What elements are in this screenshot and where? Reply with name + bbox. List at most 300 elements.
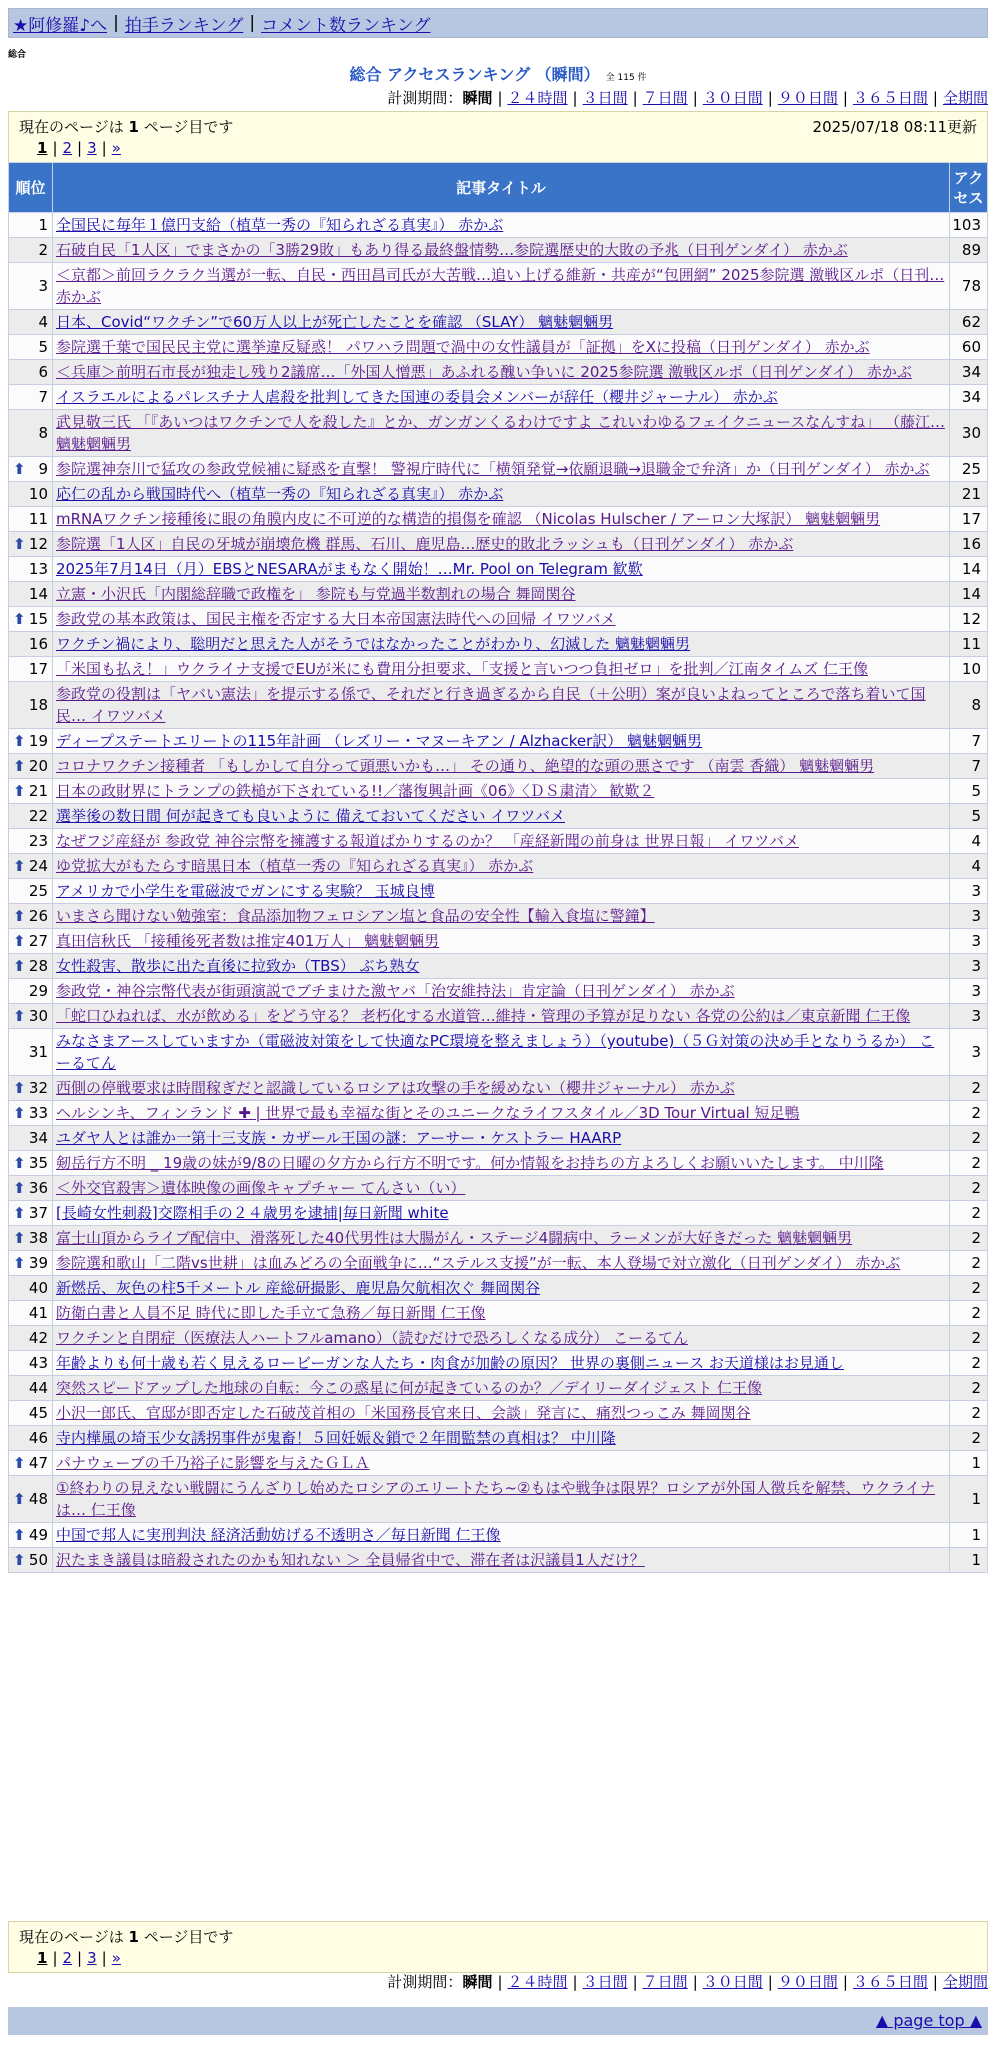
rank-cell [9, 310, 53, 335]
title-cell [53, 457, 950, 482]
article-link[interactable]: 剱岳行方不明 _ 19歳の妹が9/8の日曜の夕方から行方不明です。何か情報をお持ちの方よろしくお願いいたします。 中川隆 [56, 1154, 884, 1172]
article-link[interactable]: ヘルシンキ、フィンランド ✚ | 世界で最も幸福な街とそのユニークなライフスタイル／3D Tour Virtual 短足鴨 [56, 1104, 800, 1122]
access-count: 8 [950, 682, 988, 729]
table-row [9, 1401, 988, 1426]
table-row [9, 929, 988, 954]
period-bottom-link-3[interactable]: ３０日間 [702, 1973, 763, 1991]
period-top-current: 瞬間 [462, 89, 493, 107]
title-cell [53, 954, 950, 979]
article-link[interactable]: アメリカで小学生を電磁波でガンにする実験？ 玉城良博 [56, 882, 435, 900]
article-link[interactable]: ＜京都＞前回ラクラク当選が一転、自民・西田昌司氏が大苦戦…追い上げる維新・共産が“包囲網” 2025参院選 激戦区ルポ（日刊… 赤かぶ [56, 266, 945, 306]
page-info-bottom [8, 1921, 988, 1973]
article-link[interactable]: 参院選和歌山「二階vs世耕」は血みどろの全面戦争に…“ステルス支援”が一転、本人登場で対立激化（日刊ゲンダイ） 赤かぶ [56, 1254, 901, 1272]
pager-top-status-row [19, 115, 977, 137]
top-nav-bar [8, 8, 988, 38]
access-count: 1 [950, 1548, 988, 1573]
pagination-separator: | [101, 1949, 107, 1967]
period-selector-top [387, 87, 988, 108]
access-count: 2 [950, 1301, 988, 1326]
page-top-link[interactable]: ▲ page top ▲ [875, 2011, 982, 2030]
access-count: 16 [950, 532, 988, 557]
article-link[interactable]: 突然スピードアップした地球の自転：今この惑星に何が起きているのか？／デイリーダイジェスト 仁王像 [56, 1379, 763, 1397]
access-count: 7 [950, 754, 988, 779]
rank-cell [9, 582, 53, 607]
access-count: 3 [950, 904, 988, 929]
table-row [9, 335, 988, 360]
rank-cell [9, 779, 53, 804]
title-cell [53, 263, 950, 310]
pager-bottom-page-link-1[interactable]: 3 [87, 1949, 97, 1967]
rank-up-arrow-icon: ⬆ [13, 1454, 26, 1472]
rank-cell [9, 1476, 53, 1523]
article-link[interactable]: いまさら聞けない勉強室：食品添加物フェロシアン塩と食品の安全性【輸入食塩に警鐘】 [56, 907, 655, 925]
title-cell [53, 929, 950, 954]
rank-number: 33 [28, 1104, 48, 1122]
period-bottom-link-2[interactable]: ７日間 [642, 1973, 688, 1991]
rank-number: 38 [28, 1229, 48, 1247]
period-separator: | [632, 1973, 638, 1991]
access-count: 21 [950, 482, 988, 507]
access-count: 2 [950, 1401, 988, 1426]
article-link[interactable]: イスラエルによるパレスチナ人虐殺を批判してきた国連の委員会メンバーが辞任（櫻井ジャーナル） 赤かぶ [56, 388, 778, 406]
period-bottom-link-1[interactable]: ３日間 [582, 1973, 628, 1991]
article-link[interactable]: 新燃岳、灰色の柱5千メートル 産総研撮影、鹿児島欠航相次ぐ 舞岡関谷 [56, 1279, 541, 1297]
access-count: 12 [950, 607, 988, 632]
period-separator: | [572, 1973, 578, 1991]
rank-number: 20 [28, 757, 48, 775]
title-cell [53, 1276, 950, 1301]
access-count: 3 [950, 1004, 988, 1029]
title-cell [53, 607, 950, 632]
article-link[interactable]: なぜフジ産経が 参政党 神谷宗幣を擁護する報道ばかりするのか？ 「産経新聞の前身は 世界日報」 イワツバメ [56, 832, 799, 850]
article-link[interactable]: 「米国も払え！」ウクライナ支援でEUが米にも費用分担要求、「支援と言いつつ負担ゼロ」を批判／江南タイムズ 仁王像 [56, 660, 868, 678]
period-top-link-1[interactable]: ３日間 [582, 89, 628, 107]
rank-number: 8 [38, 424, 48, 442]
article-link[interactable]: 全国民に毎年１億円支給（植草一秀の『知られざる真実』） 赤かぶ [56, 216, 504, 234]
rank-number: 5 [38, 338, 48, 356]
rank-cell [9, 1176, 53, 1201]
article-link[interactable]: 女性殺害、散歩に出た直後に拉致か（TBS） ぶち熟女 [56, 957, 420, 975]
rank-cell [9, 1426, 53, 1451]
rank-number: 27 [28, 932, 48, 950]
article-link[interactable]: コロナワクチン接種者 「もしかして自分って頭悪いかも…」 その通り、絶望的な頭の悪さです （南雲 香織） 魑魅魍魎男 [56, 757, 875, 775]
rank-up-arrow-icon: ⬆ [13, 1204, 26, 1222]
rank-cell [9, 1004, 53, 1029]
article-link[interactable]: 日本、Covid“ワクチン”で60万人以上が死亡したことを確認 （SLAY） 魑魅魍魎男 [56, 313, 614, 331]
title-cell [53, 682, 950, 729]
table-row [9, 1351, 988, 1376]
page-heading [0, 62, 996, 85]
period-bottom-link-6[interactable]: 全期間 [942, 1973, 988, 1991]
rank-number: 40 [28, 1279, 48, 1297]
period-top-link-5[interactable]: ３６５日間 [852, 89, 928, 107]
rank-cell [9, 457, 53, 482]
article-link[interactable]: 日本の政財界にトランプの鉄槌が下されている!!／藩復興計画《06》〈ＤＳ粛清〉 歓歎２ [56, 782, 655, 800]
table-row [9, 238, 988, 263]
nav-separator: | [249, 13, 256, 33]
rank-number: 19 [28, 732, 48, 750]
article-link[interactable]: ＜兵庫＞前明石市長が独走し残り2議席…「外国人憎悪」あふれる醜い争いに 2025参院選 激戦区ルポ（日刊ゲンダイ） 赤かぶ [56, 363, 912, 381]
title-cell [53, 557, 950, 582]
article-link[interactable]: 中国で邦人に実刑判決 経済活動妨げる不透明さ／毎日新聞 仁王像 [56, 1526, 501, 1544]
rank-number: 35 [28, 1154, 48, 1172]
rank-number: 12 [28, 535, 48, 553]
table-row [9, 532, 988, 557]
access-count: 14 [950, 582, 988, 607]
ranking-table-body [9, 213, 988, 1573]
total-count: 全 115 件 [605, 73, 647, 83]
ranking-table [8, 162, 988, 1573]
access-count: 2 [950, 1101, 988, 1126]
rank-cell [9, 532, 53, 557]
rank-up-arrow-icon: ⬆ [13, 1490, 26, 1508]
rank-up-arrow-icon: ⬆ [13, 732, 26, 750]
article-link[interactable]: 参政党の基本政策は、国民主権を否定する大日本帝国憲法時代への回帰 イワツバメ [56, 610, 616, 628]
period-bottom-link-0[interactable]: ２４時間 [507, 1973, 568, 1991]
access-count: 25 [950, 457, 988, 482]
period-top-link-0[interactable]: ２４時間 [507, 89, 568, 107]
table-row [9, 779, 988, 804]
table-row [9, 213, 988, 238]
table-row [9, 979, 988, 1004]
comment-ranking-link[interactable]: コメント数ランキング [261, 15, 431, 36]
title-cell [53, 1251, 950, 1276]
table-row [9, 1176, 988, 1201]
rank-number: 46 [28, 1429, 48, 1447]
table-row [9, 507, 988, 532]
rank-cell [9, 385, 53, 410]
table-row [9, 557, 988, 582]
access-count: 34 [950, 385, 988, 410]
rank-number: 44 [28, 1379, 48, 1397]
title-cell [53, 1151, 950, 1176]
article-link[interactable]: ゆ党拡大がもたらす暗黒日本（植草一秀の『知られざる真実』） 赤かぶ [56, 857, 534, 875]
article-link[interactable]: [長崎女性刺殺]交際相手の２４歳男を逮捕|毎日新聞 white [56, 1204, 449, 1222]
title-cell [53, 1451, 950, 1476]
title-cell [53, 779, 950, 804]
access-count: 10 [950, 657, 988, 682]
period-separator: | [932, 1973, 938, 1991]
title-cell [53, 854, 950, 879]
title-cell [53, 1351, 950, 1376]
article-link[interactable]: 参院選神奈川で猛攻の参政党候補に疑惑を直撃！ 警視庁時代に「横領発覚→依願退職→退職金で弁済」か（日刊ゲンダイ） 赤かぶ [56, 460, 930, 478]
rank-cell [9, 213, 53, 238]
title-cell [53, 879, 950, 904]
title-cell [53, 310, 950, 335]
period-separator: | [767, 89, 773, 107]
access-count: 2 [950, 1226, 988, 1251]
access-count: 4 [950, 829, 988, 854]
pager-top-page-link-0[interactable]: 2 [62, 139, 73, 157]
period-selector-bottom [387, 1971, 988, 1992]
column-header-access: アクセス [950, 163, 988, 213]
pager-top-current-page-number: 1 [128, 117, 139, 136]
rank-up-arrow-icon: ⬆ [13, 907, 26, 925]
title-cell [53, 1426, 950, 1451]
rank-number: 13 [28, 560, 48, 578]
rank-cell [9, 1451, 53, 1476]
access-count: 2 [950, 1176, 988, 1201]
rank-number: 49 [28, 1526, 48, 1544]
table-row [9, 904, 988, 929]
article-link[interactable]: 小沢一郎氏、官邸が即否定した石破茂首相の「米国務長官来日、会談」発言に、痛烈つっこみ 舞岡関谷 [56, 1404, 751, 1422]
rank-cell [9, 1126, 53, 1151]
access-count: 5 [950, 804, 988, 829]
article-link[interactable]: 寺内樺風の埼玉少女誘拐事件が鬼畜！５回妊娠＆鎖で２年間監禁の真相は？ 中川隆 [56, 1429, 616, 1447]
title-cell [53, 1004, 950, 1029]
rank-up-arrow-icon: ⬆ [13, 1254, 26, 1272]
title-cell [53, 904, 950, 929]
table-row [9, 1523, 988, 1548]
rank-number: 37 [28, 1204, 48, 1222]
period-separator: | [497, 1973, 503, 1991]
clap-ranking-link[interactable]: 拍手ランキング [124, 15, 244, 36]
rank-cell [9, 1523, 53, 1548]
access-count: 3 [950, 879, 988, 904]
article-link[interactable]: 2025年7月14日（月）EBSとNESARAがまもなく開始！…Mr. Pool on Telegram 歓歎 [56, 560, 643, 578]
pager-top-page-link-2[interactable]: » [111, 139, 121, 157]
rank-number: 9 [38, 460, 48, 478]
title-cell [53, 1401, 950, 1426]
article-link[interactable]: パナウェーブの千乃裕子に影響を与えたＧＬＡ [56, 1454, 370, 1472]
rank-cell [9, 682, 53, 729]
table-row [9, 729, 988, 754]
period-separator: | [632, 89, 638, 107]
pager-bottom-page-link-2[interactable]: » [111, 1949, 121, 1967]
article-link[interactable]: ①終わりの見えない戦闘にうんざりし始めたロシアのエリートたち~②もはや戦争は限界？ロシアが外国人徴兵を解禁、ウクライナは… 仁王像 [56, 1479, 936, 1519]
pagination-separator: | [77, 139, 83, 157]
home-link[interactable]: ★阿修羅♪へ [13, 15, 108, 36]
article-link[interactable]: 防衛白書と人員不足 時代に即した手立て急務／毎日新聞 仁王像 [56, 1304, 486, 1322]
article-link[interactable]: ワクチンと自閉症（医療法人ハートフルamano）（読むだけで恐ろしくなる成分） こーるてん [56, 1329, 689, 1347]
period-separator: | [932, 89, 938, 107]
pager-bottom-current-page-text: 現在のページは 1 ページ目です [19, 1927, 234, 1946]
table-row [9, 804, 988, 829]
table-row [9, 1029, 988, 1076]
article-link[interactable]: mRNAワクチン接種後に眼の角膜内皮に不可逆的な構造的損傷を確認 （Nicolas Hulscher / アーロン大塚訳） 魑魅魍魎男 [56, 510, 881, 528]
article-link[interactable]: 沢たまき議員は暗殺されたのかも知れない ＞ 全員帰省中で、滞在者は沢議員1人だけ？ [56, 1551, 645, 1569]
rank-number: 16 [28, 635, 48, 653]
pager-bottom-status-row [19, 1925, 977, 1947]
footer-bar [8, 2007, 988, 2035]
rank-cell [9, 929, 53, 954]
rank-cell [9, 1276, 53, 1301]
rank-cell [9, 879, 53, 904]
table-row [9, 1076, 988, 1101]
rank-cell [9, 1101, 53, 1126]
rank-up-arrow-icon: ⬆ [13, 1079, 26, 1097]
table-row [9, 1004, 988, 1029]
rank-cell [9, 754, 53, 779]
table-row [9, 879, 988, 904]
rank-cell [9, 1376, 53, 1401]
rank-up-arrow-icon: ⬆ [13, 932, 26, 950]
article-link[interactable]: 富士山頂からライブ配信中、滑落死した40代男性は大腸がん・ステージ4闘病中、ラーメンが大好きだった 魑魅魍魎男 [56, 1229, 853, 1247]
page-info-top [8, 111, 988, 163]
title-cell [53, 1523, 950, 1548]
rank-cell [9, 607, 53, 632]
rank-up-arrow-icon: ⬆ [13, 1179, 26, 1197]
table-row [9, 657, 988, 682]
rank-number: 24 [28, 857, 48, 875]
table-row [9, 1326, 988, 1351]
pagination-separator: | [101, 139, 107, 157]
article-link[interactable]: 参政党・神谷宗幣代表が街頭演説でブチまけた激ヤバ「治安維持法」肯定論（日刊ゲンダイ） 赤かぶ [56, 982, 735, 1000]
access-count: 1 [950, 1476, 988, 1523]
access-count: 7 [950, 729, 988, 754]
table-row [9, 1151, 988, 1176]
period-top-link-3[interactable]: ３０日間 [702, 89, 763, 107]
period-separator: | [767, 1973, 773, 1991]
period-separator: | [692, 89, 698, 107]
article-link[interactable]: ワクチン禍により、聡明だと思えた人がそうではなかったことがわかり、幻滅した 魑魅魍魎男 [56, 635, 691, 653]
article-link[interactable]: 真田信秋氏 「接種後死者数は推定401万人」 魑魅魍魎男 [56, 932, 440, 950]
table-row [9, 1201, 988, 1226]
article-link[interactable]: 石破自民「1人区」でまさかの「3勝29敗」もあり得る最終盤情勢…参院選歴史的大敗の予兆（日刊ゲンダイ） 赤かぶ [56, 241, 848, 259]
access-count: 2 [950, 1151, 988, 1176]
nav-separator: | [113, 13, 119, 33]
rank-cell [9, 238, 53, 263]
rank-number: 39 [28, 1254, 48, 1272]
rank-cell [9, 1226, 53, 1251]
access-count: 2 [950, 1276, 988, 1301]
rank-number: 18 [28, 696, 48, 714]
rank-up-arrow-icon: ⬆ [13, 1526, 26, 1544]
pager-top-pagination [19, 137, 977, 159]
title-cell [53, 335, 950, 360]
title-cell [53, 754, 950, 779]
table-row [9, 632, 988, 657]
access-count: 3 [950, 1029, 988, 1076]
rank-cell [9, 729, 53, 754]
period-top-link-2[interactable]: ７日間 [642, 89, 688, 107]
title-cell [53, 632, 950, 657]
title-cell [53, 360, 950, 385]
rank-cell [9, 854, 53, 879]
table-row [9, 1251, 988, 1276]
table-row [9, 754, 988, 779]
title-cell [53, 657, 950, 682]
title-cell [53, 238, 950, 263]
title-cell [53, 1326, 950, 1351]
article-link[interactable]: 「蛇口ひねれば、水が飲める」をどう守る？ 老朽化する水道管…維持・管理の予算が足りない 各党の公約は／東京新聞 仁王像 [56, 1007, 911, 1025]
title-cell [53, 1301, 950, 1326]
period-top-label: 計測期間： [387, 89, 463, 107]
pager-top-page-link-1[interactable]: 3 [87, 139, 97, 157]
updated-timestamp: 2025/07/18 08:11更新 [812, 117, 977, 136]
article-link[interactable]: 応仁の乱から戦国時代へ（植草一秀の『知られざる真実』） 赤かぶ [56, 485, 504, 503]
access-count: 4 [950, 854, 988, 879]
rank-number: 26 [28, 907, 48, 925]
rank-number: 22 [28, 807, 48, 825]
title-cell [53, 979, 950, 1004]
table-row [9, 954, 988, 979]
period-bottom-link-4[interactable]: ９０日間 [777, 1973, 838, 1991]
pager-bottom-page-link-0[interactable]: 2 [62, 1949, 73, 1967]
period-top-link-4[interactable]: ９０日間 [777, 89, 838, 107]
rank-number: 2 [38, 241, 48, 259]
article-link[interactable]: 選挙後の数日間 何が起きても良いように 備えておいてください イワツバメ [56, 807, 566, 825]
table-row [9, 854, 988, 879]
table-row [9, 582, 988, 607]
article-link[interactable]: 西側の停戦要求は時間稼ぎだと認識しているロシアは攻撃の手を緩めない（櫻井ジャーナル） 赤かぶ [56, 1079, 735, 1097]
article-link[interactable]: ＜外交官殺害＞遺体映像の画像キャプチャー てんさい（い） [56, 1179, 466, 1197]
title-cell [53, 1176, 950, 1201]
rank-cell [9, 1076, 53, 1101]
access-count: 2 [950, 1351, 988, 1376]
rank-cell [9, 954, 53, 979]
title-cell [53, 482, 950, 507]
title-cell [53, 1101, 950, 1126]
access-count: 2 [950, 1201, 988, 1226]
table-row [9, 829, 988, 854]
pager-bottom-page-current: 1 [37, 1949, 48, 1967]
rank-cell [9, 1251, 53, 1276]
rank-number: 3 [38, 277, 48, 295]
rank-number: 7 [38, 388, 48, 406]
article-link[interactable]: 参政党の役割は「ヤバい憲法」を提示する係で、それだと行き過ぎるから自民（＋公明）案が良いよねってところで落ち着いて国民… イワツバメ [56, 685, 926, 725]
period-top-link-6[interactable]: 全期間 [942, 89, 988, 107]
rank-cell [9, 632, 53, 657]
title-cell [53, 1029, 950, 1076]
article-link[interactable]: みなさまアースしていますか（電磁波対策をして快適なPC環境を整えましょう）（youtube)（５Ｇ対策の決め手となりうるか） こーるてん [56, 1032, 935, 1072]
title-cell [53, 213, 950, 238]
article-link[interactable]: ディープステートエリートの115年計画 （レズリー・マヌーキアン / Alzhacker訳） 魑魅魍魎男 [56, 732, 703, 750]
access-count: 5 [950, 779, 988, 804]
table-row [9, 1101, 988, 1126]
title-cell [53, 1076, 950, 1101]
table-row [9, 1426, 988, 1451]
article-link[interactable]: 立憲・小沢氏「内閣総辞職で政権を」 参院も与党過半数割れの場合 舞岡関谷 [56, 585, 576, 603]
article-link[interactable]: 武見敬三氏 「『あいつはワクチンで人を殺した』とか、ガンガンくるわけですよ これいわゆるフェイクニュースなんすね」 （藤江… 魑魅魍魎男 [56, 413, 945, 453]
title-cell [53, 829, 950, 854]
table-row [9, 457, 988, 482]
access-count: 89 [950, 238, 988, 263]
access-count: 3 [950, 954, 988, 979]
rank-number: 1 [38, 216, 48, 234]
rank-cell [9, 360, 53, 385]
table-row [9, 1126, 988, 1151]
period-separator: | [692, 1973, 698, 1991]
pager-top-current-page-text: 現在のページは 1 ページ目です [19, 117, 234, 136]
access-count: 2 [950, 1326, 988, 1351]
article-link[interactable]: 年齢よりも何十歳も若く見えるロービーガンな人たち・肉食が加齢の原因？ 世界の裏側ニュース お天道様はお見通し [56, 1354, 844, 1372]
title-cell [53, 1226, 950, 1251]
access-count: 1 [950, 1451, 988, 1476]
rank-up-arrow-icon: ⬆ [13, 610, 26, 628]
access-count: 103 [950, 213, 988, 238]
rank-number: 30 [28, 1007, 48, 1025]
title-cell [53, 507, 950, 532]
period-bottom-label: 計測期間： [387, 1973, 463, 1991]
access-count: 3 [950, 979, 988, 1004]
rank-cell [9, 657, 53, 682]
article-link[interactable]: 参院選千葉で国民民主党に選挙違反疑惑！ パワハラ問題で渦中の女性議員が「証拠」をXに投稿（日刊ゲンダイ） 赤かぶ [56, 338, 870, 356]
article-link[interactable]: ユダヤ人とは誰か一第十三支族・カザール王国の謎：アーサー・ケストラー HAARP [56, 1129, 622, 1147]
access-count: 1 [950, 1523, 988, 1548]
title-cell [53, 1376, 950, 1401]
page-title: 総合 アクセスランキング （瞬間） [349, 65, 600, 84]
table-row [9, 360, 988, 385]
article-link[interactable]: 参院選「1人区」自民の牙城が崩壊危機 群馬、石川、鹿児島…歴史的敗北ラッシュも（日刊ゲンダイ） 赤かぶ [56, 535, 794, 553]
rank-number: 48 [28, 1490, 48, 1508]
table-row [9, 1376, 988, 1401]
title-cell [53, 1548, 950, 1573]
period-bottom-link-5[interactable]: ３６５日間 [852, 1973, 928, 1991]
access-count: 30 [950, 410, 988, 457]
table-row [9, 1548, 988, 1573]
access-count: 2 [950, 1251, 988, 1276]
